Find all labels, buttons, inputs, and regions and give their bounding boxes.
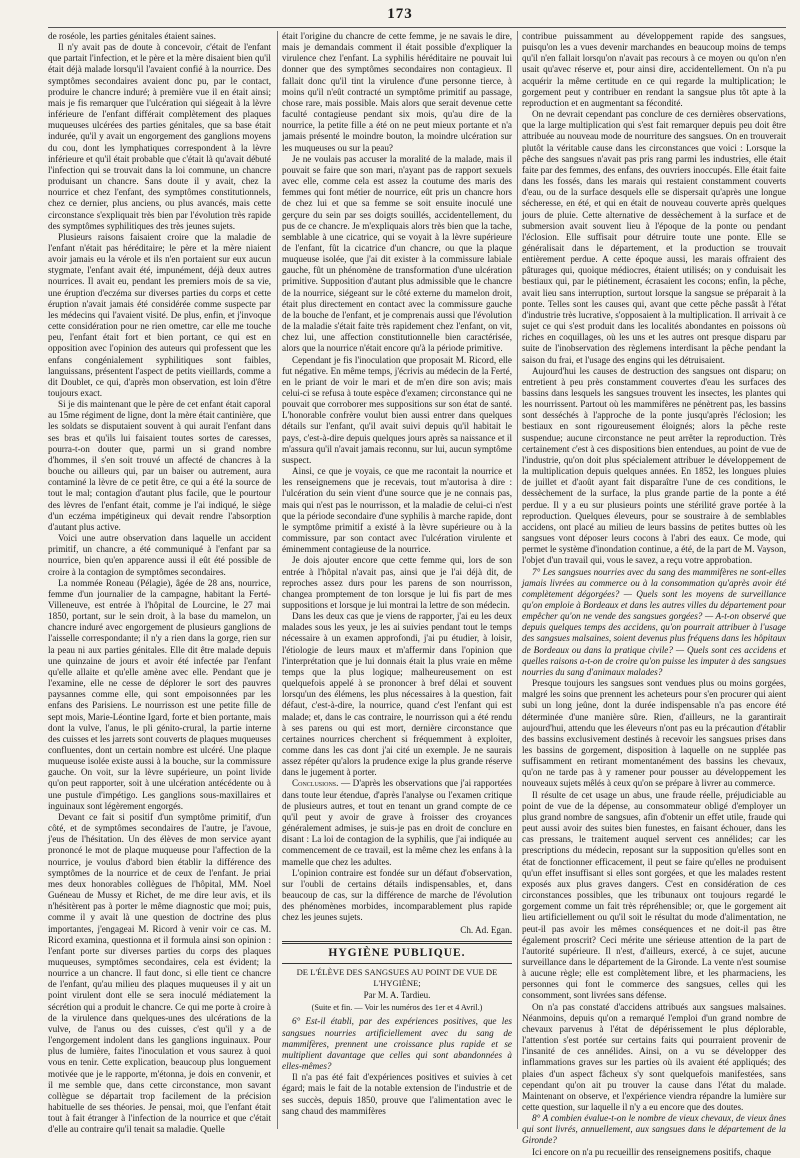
paragraph: Presque toujours les sangsues sont vendues plus ou moins gorgées, malgré les soins que prennent les acheteurs pour s'en procurer qui aient subi un long jeûne, dont la durée indispensable n'a pas encore été déterminée d'une manière sûre. Rien, d'ailleurs, ne la garantirait aujourd'hui, attendu que les éleveurs n'ont pas eu la précaution d'établir des bassins exclusivement destinés à recevoir les sangsues prises dans les bassins de gorgement, disposition à laquelle on ne supplée pas suffisamment en retirant momentanément des bassins les chevaux, qu'on ne tarde pas à y ramener pour pousser au développement les nouveaux sujets mêlés à ceux qu'on se prépare à livrer au commerce. <box>522 678 786 789</box>
column-right <box>522 31 786 1157</box>
paragraph: On ne devrait cependant pas conclure de ces dernières observations, que la large multiplication qui s'est fait remarquer depuis peu doit être attribuée au nouveau mode de nourriture des sangsues. On en trouverait plutôt la véritable cause dans les circonstances que voici : Lorsque la pêche des sangsues n'avait pas pris rang parmi les industries, elle était faite par des femmes, des enfans, des ouvriers inoccupés. Elle était faite dans les fossés, dans les marais qui restaient constamment couverts d'eau, ou de la surface desquels elle se dispersait qu'après une longue sécheresse, en été, et qui en était de nouveau couverte après quelques jours de pluie. Cette alternative de dessèchement à la surface et de submersion avait souvent lieu à l'époque de la ponte ou pendant l'éclosion. Elle suffisait pour détruire toute une ponte. Elle se généralisait dans le département, et la production se trouvait entièrement perdue. A cette époque aussi, les marais offraient des pâturages qui, quoique médiocres, étaient utilisés; on y conduisait les bestiaux qui, par le piétinement, écrasaient les cocons; enfin, la pêche, avait lieu sans interruption, surtout lorsque la sangsue se préparait à la ponte. Telles sont les causes qui, avant que cette pêche passât à l'état d'industrie très lucrative, s'opposaient à la multiplication. Il arrivait à ce sujet ce qui s'est produit dans les localités abondantes en poissons où riches en coquillages, où les uns et les autres ont presque disparu par suite de l'inobservation des règlemens interdisant la pêche pendant la saison du frai, et l'usage des engins qui les détruisaient. <box>522 109 786 365</box>
paragraph: Il n'a pas été fait d'expériences positives et suivies à cet égard; mais le fait de la notable extension de l'industrie et de ses succès, depuis 1850, prouve que l'alimentation avec le sang chaud des mammifères <box>282 1072 512 1116</box>
question-6: 6° Est-il établi, par des expériences positives, que les sangsues nourries artificiellement avec du sang de mammifères, prennent une croissance plus rapide et se multiplient davantage que celles qui sont abandonnées à elles-mêmes? <box>282 1016 512 1072</box>
paragraph: Ainsi, ce que je voyais, ce que me racontait la nourrice et les renseignemens que je recevais, tout m'autorisa à dire : l'ulcération du sein vient d'une source que je ne connais pas, mais qui n'est pas le nourrisson, et la maladie de celui-ci n'est que la période secondaire d'une syphilis à marche rapide, dont le symptôme primitif a existé à la lèvre supérieure ou à la commissure, par son contact avec l'ulcération virulente et éminemment contagieuse de la nourrice. <box>282 466 512 555</box>
paragraph: On n'a pas constaté d'accidens attribués aux sangsues malsaines. Néanmoins, depuis qu'on a remarqué l'emploi d'un grand nombre de chevaux parvenus à l'état de dépérissement le plus déplorable, l'attention s'est portée sur certains faits qui pourraient provenir de l'insanité de ces annélides. Ainsi, on a vu se développer des inflammations graves sur les parties où ils avaient été appliqués; des plaies d'un aspect fâcheux s'y sont quelquefois manifestées, sans cependant qu'on ait pu trouver la cause dans l'état du malade. Maintenant on observe, et l'expérience viendra répandre la lumière sur cette question, sur laquelle il n'y a eu encore que des doutes. <box>522 1001 786 1112</box>
paragraph: Il n'y avait pas de doute à concevoir, c'était de l'enfant que partait l'infection, et le père et la mère disaient bien qu'il était déjà malade lorsqu'il l'avaient confié à la nourrice. Des symptômes secondaires avaient donc pu, par le contact, produire le chancre induré; à première vue il en était ainsi; mais je fis remarquer que l'ulcération qui siégeait à la lèvre inférieure de l'enfant différait complètement des plaques muqueuses ulcérées des parties génitales, que sa base était indurée, qu'il y avait un engorgement des ganglions moyens du cou, dont les lymphatiques correspondent à la lèvre inférieure et qu'il était probable que c'était là qu'avait débuté l'infection qui se trouvait dans la loi commune, un chancre produisant un chancre. Sans doute il y avait, chez la nourrice et chez l'enfant, des symptômes constitutionnels, chez ce dernier, plus anciens, ou plus avancés, mais cette circonstance s'expliquait très bien par l'évolution très rapide des symptômes syphilitiques des très jeunes sujets. <box>48 42 271 231</box>
paragraph: La nommée Roneau (Pélagie), âgée de 28 ans, nourrice, femme d'un journalier de la campagne, habitant la Ferté-Villeneuve, est entrée à l'hôpital de Lourcine, le 27 mai 1850, portant, sur le sein droit, à la base du mamelon, un chancre induré avec engorgement de plusieurs ganglions de l'aisselle correspondante; il n'y a rien dans la gorge, rien sur la peau ni aux parties génitales. Elle dit être malade depuis une quinzaine de jours et avoir été infectée par l'enfant qu'elle allaite et qu'elle amène avec elle. Pendant que je l'examine, elle ne cesse de déplorer le sort des pauvres paysannes comme elle, qui sont empoisonnées par les enfans des Parisiens. Le nourrisson est une petite fille de sept mois, Marie-Léontine Igard, forte et bien portante, mais dont la vulve, l'anus, le pli génito-crural, la partie interne des cuisses et les jarrets sont couverts de plaques muqueuses confluentes, dont un certain nombre est ulcéré. Une plaque muqueuse isolée existe aussi à la bouche, sur la commissure gauche. On voit, sur la lèvre supérieure, un point livide qu'on peut rapporter, soit à une ulcération antécédente ou à une pustule d'impétigo. Les ganglions sous-maxillaires et inguinaux sont légèrement engorgés. <box>48 577 271 811</box>
signature: Ch. Ad. Egan. <box>460 924 512 935</box>
header-rule <box>48 27 786 28</box>
paragraph: Il résulte de cet usage un abus, une fraude réelle, préjudiciable au point de vue de la dépense, au consommateur obligé d'employer un plus grand nombre de sangsues, afin d'obtenir un effet utile, fraude qui peut aussi avoir des suites bien funestes, en faisant échouer, dans les cas pressans, le traitement auquel servent ces annélides; car les prescriptions du médecin, reposant sur la supposition qu'elles sont en état de fonctionner efficacement, il peut se faire qu'elles ne produisent qu'un effet insuffisant si elles sont gorgées, et que les malades restent exposés aux plus graves dangers. C'est en considération de ces circonstances possibles, que les tribunaux ont toujours regardé le gorgement comme un fait très répréhensible; or, que le gorgement ait lieu artificiellement ou qu'il soit le résultat du mode d'alimentation, ne peut-il pas avoir les mêmes conséquences et ne doit-il pas être également proscrit? Ceci mérite une sérieuse attention de la part de l'autorité supérieure. Il n'est, d'ailleurs, exercé, à ce sujet, aucune surveillance dans le département de la Gironde. La vente n'est soumise à aucune règle; elle est complètement libre, et les pharmaciens, les personnes qui font le commerce des sangsues, celles qui les consomment, sont livrées sans défense. <box>522 789 786 1001</box>
paragraph: L'opinion contraire est fondée sur un défaut d'observation, sur l'oubli de certains détails indispensables, et, dans beaucoup de cas, sur la différence de marche de l'évolution des phénomènes morbides, incomparablement plus rapide chez les jeunes sujets. <box>282 867 512 923</box>
page-number: 173 <box>387 6 413 22</box>
paragraph: Devant ce fait si positif d'un symptôme primitif, d'un côté, et de symptômes secondaires de l'autre, je l'avoue, j'eus de l'hésitation. Un des élèves de mon service ayant prononcé le mot de plaque muqueuse pour l'affection de la nourrice, je voulus d'abord bien établir la différence des symptômes de la nourrice et de ceux de l'enfant. Je priai mes deux honorables collègues de l'hôpital, MM. Noel Guéneau de Mussy et Richet, de me dire leur avis, et ils n'hésitèrent pas à porter le même diagnostic que moi; puis, comme il y avait là une question de doctrine des plus importantes, j'engageai M. Ricord à venir voir ce cas. M. Ricord examina, questionna et il formula ainsi son opinion : l'enfant porte sur diverses parties du corps des plaques muqueuses, symptômes secondaires, cela est évident; la nourrice a un chancre. Il faut donc, si elle tient ce chancre de l'enfant, qu'au milieu des plaques muqueuses il y ait un point virulent dont elle se sera inoculé médiatement la sécrétion qui a produit le chancre. Ce qui me porte à croire à de la virulence dans quelques-unes des ulcérations de la vulve, de l'anus ou des cuisses, c'est qu'il y a de l'engorgement indolent dans les ganglions inguinaux. Pour plus de lumière, faites l'inoculation et vous saurez à quoi vous en tenir. Cette explication, beaucoup plus longuement motivée que je le rapporte, m'étonna, je dois en convenir, et il me semble que, dans cette circonstance, mon savant collègue se départait trop facilement de la précision habituelle de ses théories. Je pensai, moi, que l'enfant était tout à fait étranger à l'infection de la nourrice et que c'était d'elle au contraire qu'il tenait sa maladie. Quelle <box>48 811 271 1135</box>
paragraph: Je dois ajouter encore que cette femme qui, lors de son entrée à l'hôpital n'avait pas, ainsi que je l'ai déjà dit, de reproches assez durs pour les parens de son nourrisson, changea promptement de ton lorsque je lui fis part de mes suppositions et lorsque je lui montrai la lettre de son médecin. <box>282 555 512 610</box>
continuation-note: (Suite et fin. — Voir les numéros des 1er et 4 Avril.) <box>311 1003 483 1013</box>
paragraph: Dans les deux cas que je viens de rapporter, j'ai eu les deux malades sous les yeux, je les ai suivies pendant tout le temps nécessaire à un examen approfondi, j'ai pu étudier, à loisir, l'étiologie de leurs maux et m'affermir dans l'opinion que l'interprétation que je lui donnais était la plus vraie en même temps que la plus logique; malheureusement on est quelquefois appelé à se prononcer à bref délai et souvent lorsqu'un des élémens, les plus nécessaires à la question, fait défaut, c'est-à-dire, la nourrice, quand c'est l'enfant qui est malade; et, dans le cas contraire, le nourrisson qui a été rendu à ses parens ou qui est mort, dernière circonstance que certaines nourrices cherchent si fréquemment à exploiter, comme dans les cas dont j'ai cité un exemple. Je ne saurais assez répéter qu'alors la prudence exige la plus grande réserve dans le jugement à porter. <box>282 611 512 778</box>
question-7: 7° Les sangsues nourries avec du sang des mammifères ne sont-elles jamais livrées au commerce ou à la consommation qu'après avoir été complètement dégorgées? — Quels sont les moyens de surveillance qu'on emploie à Bordeaux et dans les autres villes du département pour empêcher qu'on ne vende des sangsues gorgées? — A-t-on observé que depuis quelques temps des accidens, qu'on pourrait attribuer à l'usage des sangsues malsaines, soient devenus plus fréquens dans les hôpitaux de Bordeaux ou dans la pratique civile? — Quels sont ces accidens et quelles raisons a-t-on de croire qu'on puisse les imputer à des sangsues nourries du sang d'animaux malades? <box>522 566 786 677</box>
conclusions-paragraph <box>282 778 512 867</box>
column-divider <box>517 31 518 1129</box>
paragraph: contribue puissamment au développement rapide des sangsues, puisqu'on les a vues devenir marchandes en beaucoup moins de temps qu'il n'en fallait lorsqu'on n'avait pas recours à ce moyen ou qu'on n'en usait qu'avec réserve et, pour ainsi dire, accidentellement. On n'a pu acquérir la même certitude en ce qui regarde la multiplication; le gorgement peut y contribuer en rendant la sangsue plus tôt apte à la reproduction et en augmentant sa fécondité. <box>522 31 786 108</box>
paragraph: était l'origine du chancre de cette femme, je ne savais le dire, mais je demandais comment il était possible d'expliquer la virulence chez l'enfant. La syphilis héréditaire ne pouvait lui donner que des symptômes secondaires non contagieux. Il fallait donc qu'il tint la virulence d'une personne tierce, à moins qu'il n'eût contracté un symptôme primitif au passage, chose rare, mais possible. Mais alors que serait devenue cette faculté contagieuse pendant six mois, qu'au dire de la nourrice, la petite fille a été on ne peut mieux portante et n'a jamais présenté le moindre bouton, la moindre ulcération sur les muqueuses ou sur la peau? <box>282 31 512 153</box>
question-8: 8° A combien évalue-t-on le nombre de vieux chevaux, de vieux ânes qui sont livrés, annuellement, aux sangsues dans le département de la Gironde? <box>522 1113 786 1146</box>
paragraph: Si je dis maintenant que le père de cet enfant était caporal au 15me régiment de ligne, dont la mère était cantinière, que les soldats se disputaient souvent à qui aurait l'enfant dans ses bras et qu'ils lui faisaient toutes sortes de caresses, pourra-t-on douter que, parmi un si grand nombre d'hommes, il s'en soit trouvé un affecté de chancres à la bouche ou ailleurs qui, par un baiser ou autrement, aura contaminé la lèvre de ce petit être, ce qui a été la source de tout le mal; contagion d'autant plus facile, que le pourtour des lèvres de l'enfant était, comme je l'ai indiqué, le siège d'un eczéma impétigineux qui devait rendre l'absorption d'autant plus active. <box>48 399 271 532</box>
article-subtitle: DE L'ÉLÈVE DES SANGSUES AU POINT DE VUE DE L'HYGIÈNE; <box>296 966 498 988</box>
section-rule <box>282 963 512 964</box>
column-divider <box>277 31 278 1129</box>
paragraph: Plusieurs raisons faisaient croire que la maladie de l'enfant n'était pas héréditaire; le père et la mère niaient avoir jamais eu la vérole et ils n'en portaient sur eux aucun stygmate, l'enfant avait été, impunément, déjà deux autres nourrices. Il avait eu, pendant les premiers mois de sa vie, une éruption d'eczéma sur diverses parties du corps et cette éruption n'avait jamais été considérée comme suspecte par les médecins qui l'avaient visité. De plus, enfin, et j'invoque cette considération pour ne rien omettre, car elle me touche peu, l'enfant était fort et bien portant, ce qui est en opposition avec l'opinion des auteurs qui professent que les enfans congénialement syphilitiques sont faibles, languissans, présentent l'aspect de petits vieillards, comme a dit Doublet, ce qui, d'après mon observation, est loin d'être toujours exact. <box>48 231 271 398</box>
section-title: HYGIÈNE PUBLIQUE. <box>328 946 466 959</box>
paragraph: Voici une autre observation dans laquelle un accident primitif, un chancre, a été communiqué à l'enfant par sa nourrice, bien qu'en apparence aussi il eût été possible de croire à la contagion de symptômes secondaires. <box>48 533 271 577</box>
conclusions-text: — D'après les observations que j'ai rapportées dans toute leur étendue, d'après l'analyse ou l'examen critique de plusieurs autres, et tout en tenant un grand compte de ce qu'il peut y avoir de grave à froisser des croyances généralement admises, je suis-je pas en droit de conclure en disant : La loi de contagion de la syphilis, que j'ai indiquée au commencement de ce travail, est la même chez les enfans à la mamelle que chez les adultes. <box>282 778 512 867</box>
conclusions-heading: Conclusions. <box>292 778 339 789</box>
column-middle <box>282 31 512 1129</box>
paragraph: Aujourd'hui les causes de destruction des sangsues ont disparu; on entretient à peu près constamment couvertes d'eau les surfaces des bassins dans lesquels les sangsues trouvent les insectes, les plantes qui les nourrissent. Partout où les mammifères ne pénètrent pas, les bassins sont desséchés à l'approche de la ponte jusqu'après l'éclosion; les bestiaux en sont rigoureusement éloignés; alors la pêche reste suspendue; aucune circonstance ne peut arrêter la reproduction. Très certainement c'est à ces dispositions bien entendues, au point de vue de l'industrie, qu'on doit plus spécialement attribuer le développement de la multiplication depuis quelques années. En 1852, les longues pluies de juillet et d'août ayant fait disparaître l'une de ces conditions, le dessèchement de la surface, la plus grande partie de la ponte a été perdue. Il y a eu sur plusieurs points une stérilité grave portée à la reproduction. Quelques éleveurs, pour se soustraire à de semblables accidens, ont placé au milieu de leurs bassins de petites buttes où les sangsues vont déposer leurs cocons à l'abri des eaux. Ce mode, qui permet le système d'inondation continue, a été, de la part de M. Vayson, l'objet d'un travail qui, vous le savez, a reçu votre approbation. <box>522 365 786 566</box>
section-rule <box>282 941 512 944</box>
article-author: Par M. A. Tardieu. <box>363 990 431 1001</box>
paragraph: Cependant je fis l'inoculation que proposait M. Ricord, elle fut négative. En même temps, j'écrivis au médecin de la Ferté, en le priant de voir le mari et de m'en dire son avis; mais celui-ci se refusa à toute espèce d'examen; circonstance qui ne pouvait que corroborer mes suppositions sur son état de santé. L'honorable confrère voulut bien aussi entrer dans quelques détails sur l'enfant, qu'il avait suivi depuis qu'il habitait le pays, c'est-à-dire depuis quelques jours après sa naissance et il m'assura qu'il n'avait jamais reconnu, sur lui, aucun symptôme suspect. <box>282 354 512 465</box>
paragraph: Ici encore on n'a pu recueillir des renseignemens positifs, chaque <box>532 1146 771 1157</box>
column-left <box>48 31 271 1135</box>
paragraph: Je ne voulais pas accuser la moralité de la malade, mais il pouvait se faire que son mari, n'ayant pas de rapport sexuels avec elle, comme cela est assez la coutume des maris des femmes qui font métier de nourrice, eût pris un chancre hors de chez lui et que sa femme se soit ensuite inoculé une gerçure du sein par ses doigts souillés, accidentellement, du pus de ce chancre. Je m'expliquais alors très bien que la tache, semblable à une cicatrice, qui se voyait à la lèvre supérieure de l'enfant, fût la cicatrice d'un chancre, ou que la plaque muqueuse isolée, que j'ai dit exister à la commissure labiale gauche, fût un phénomène de transformation d'une ulcération primitive. Supposition d'autant plus admissible que le chancre de la nourrice, siégeant sur le côté externe du mamelon droit, était plus directement en contact avec la commissure gauche de la bouche de l'enfant, et je comprenais aussi que l'évolution de la maladie s'était faite très rapidement chez l'enfant, on vit, chez lui, une affection constitutionnelle bien caractérisée, alors que la nourrice n'était encore qu'à la période primitive. <box>282 153 512 354</box>
paragraph: de roséole, les parties génitales étaient saines. <box>48 31 216 41</box>
